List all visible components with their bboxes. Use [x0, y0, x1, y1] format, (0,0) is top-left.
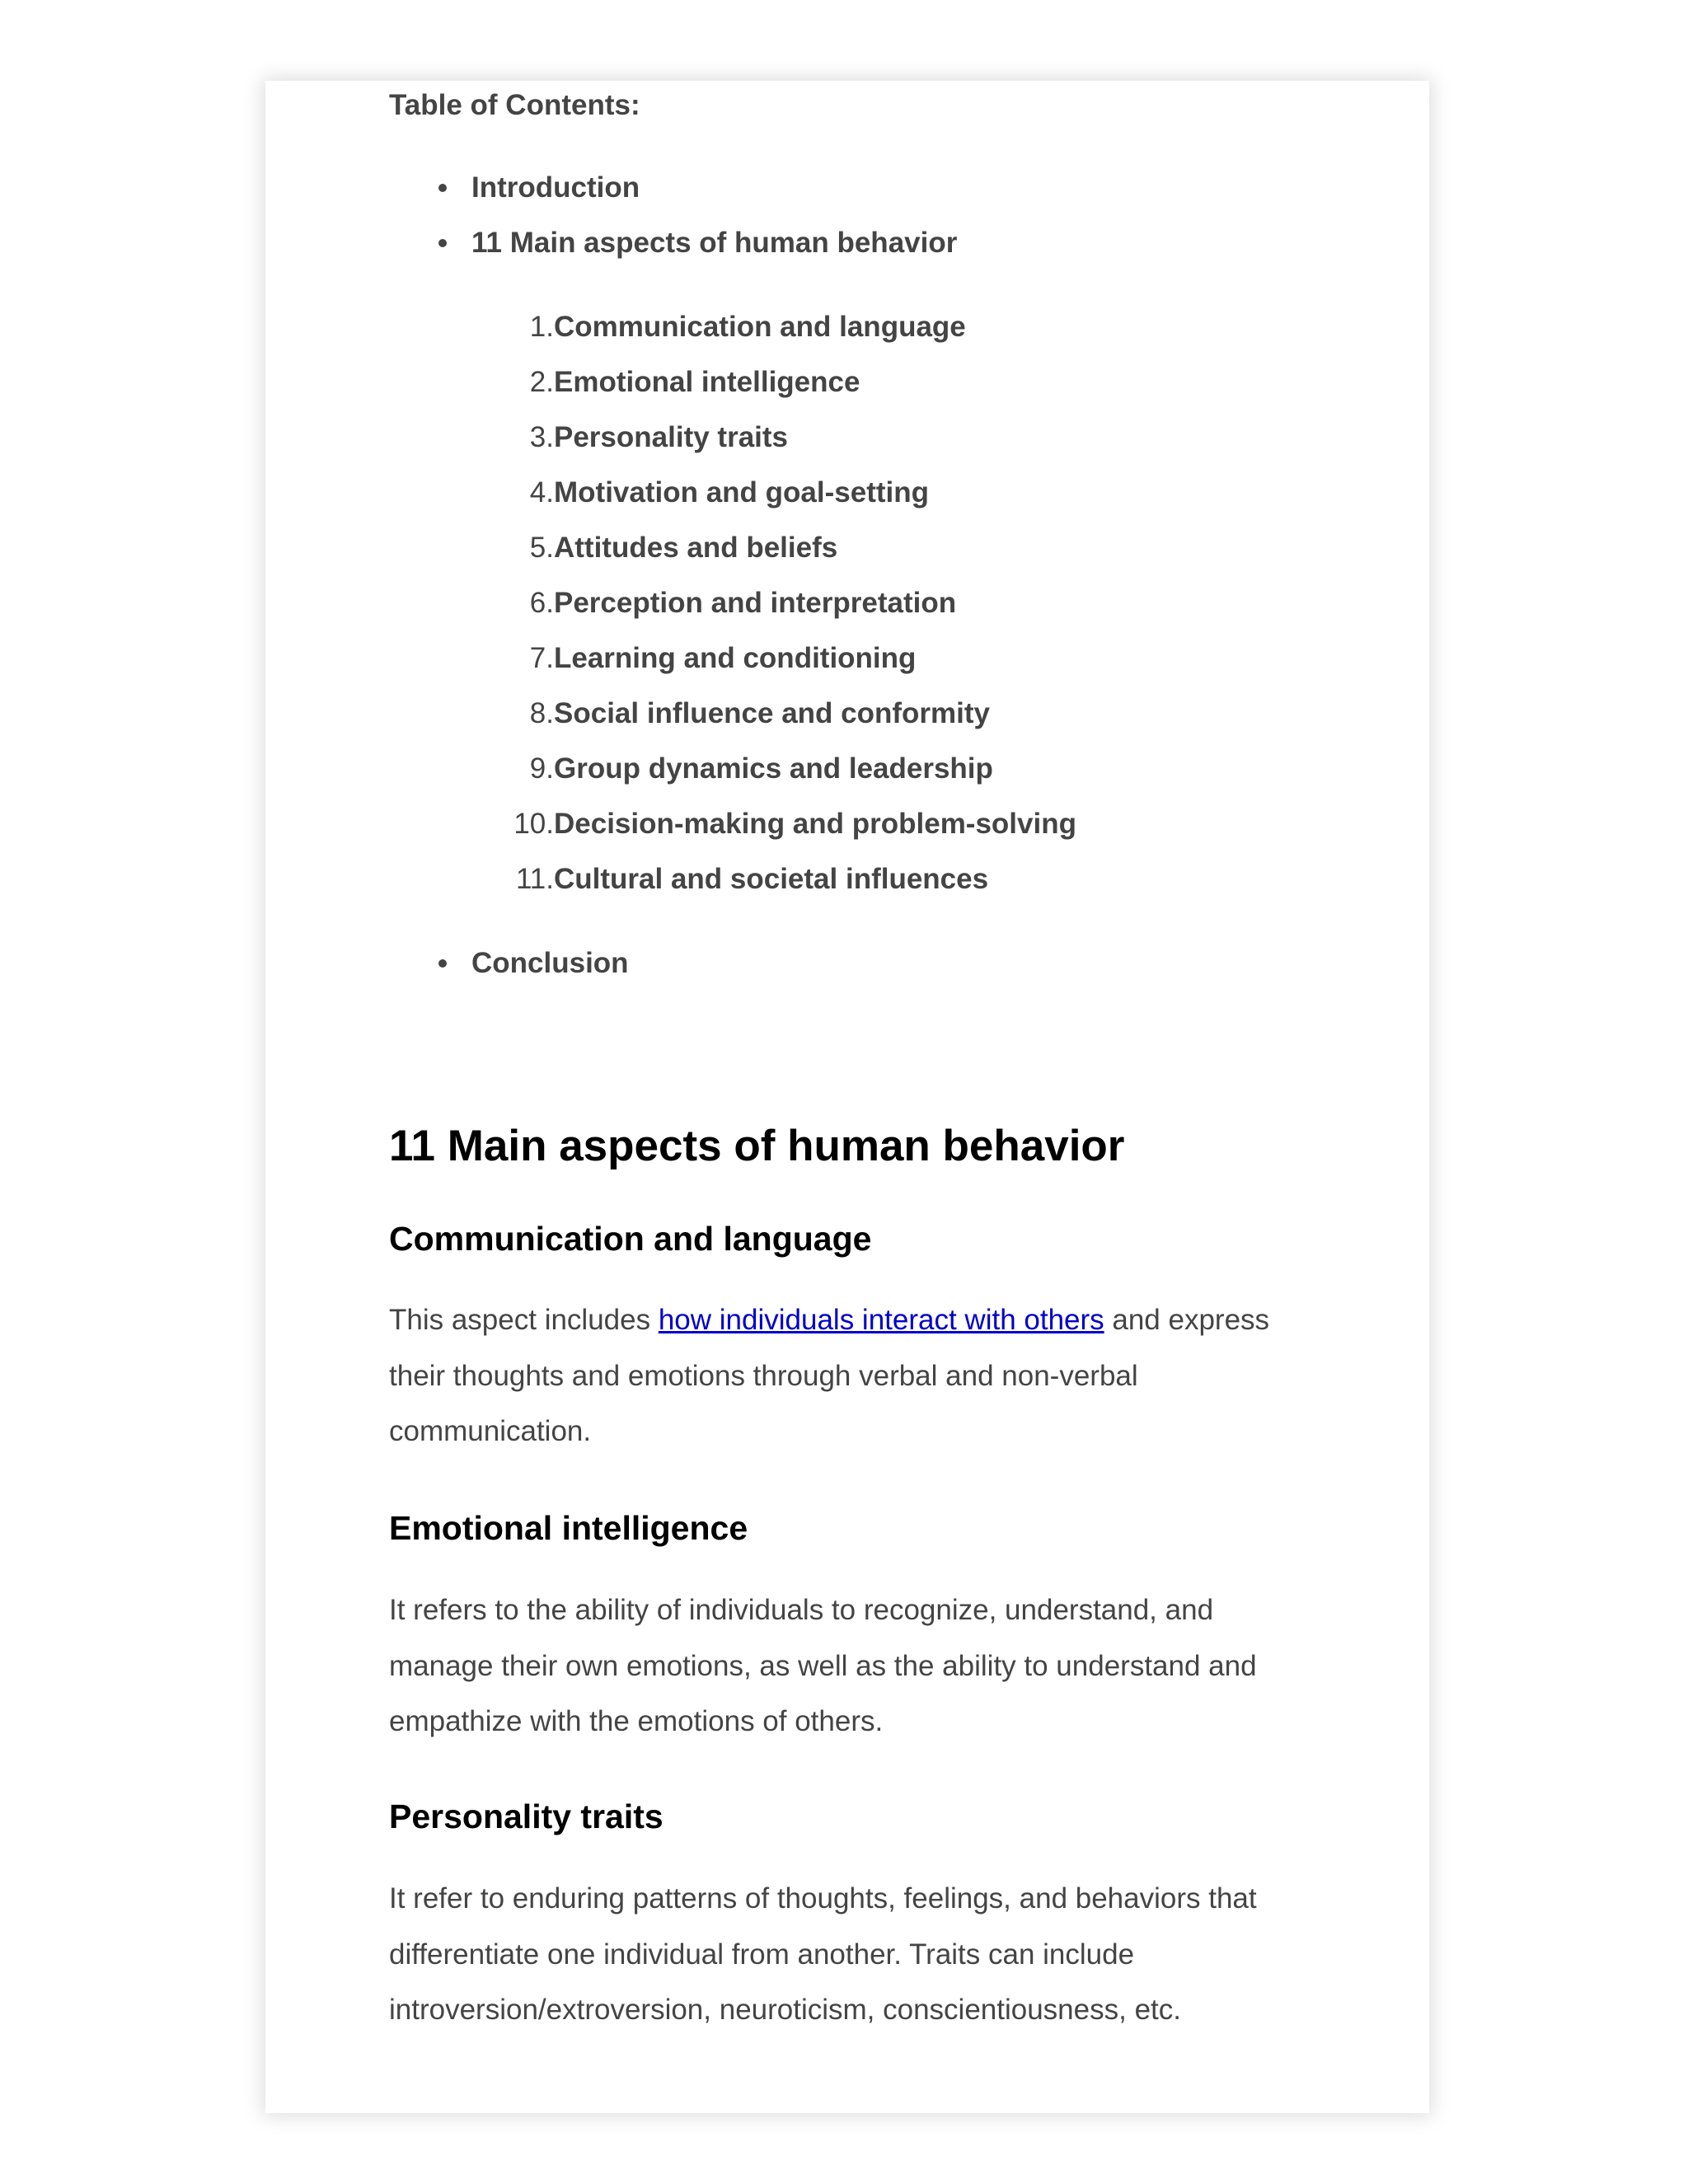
toc-subitem-label: Social influence and conformity: [554, 697, 990, 729]
toc-subitem-label: Group dynamics and leadership: [554, 752, 993, 785]
bullet-icon: [438, 959, 447, 968]
toc-subitem-number: 11.: [515, 863, 554, 895]
toc-subitem-label: Cultural and societal influences: [554, 863, 989, 895]
text-after-link: and express their thoughts and emotions through verbal and non-verbal communication.: [389, 1304, 1270, 1447]
toc-subitem-label: Attitudes and beliefs: [554, 532, 838, 564]
section-title-personality-traits: Personality traits: [389, 1797, 663, 1835]
interaction-link[interactable]: how individuals interact with others: [658, 1304, 1104, 1336]
toc-subitem-number: 1.: [529, 311, 554, 343]
toc-subitem-number: 4.: [529, 476, 554, 509]
toc-title: Table of Contents:: [389, 89, 640, 121]
section-text-emotional-intelligence: It refers to the ability of individuals to recognize, understand, and manage their own emotions, as well as the ability to understand and empathize with the emotions of others.: [389, 1594, 1257, 1737]
toc-subitem-label: Decision-making and problem-solving: [554, 808, 1076, 840]
document-page: [265, 81, 1429, 2113]
bullet-icon: [438, 184, 447, 192]
toc-subitem-number: 9.: [529, 752, 554, 785]
toc-subitem-label: Emotional intelligence: [554, 366, 860, 398]
toc-subitem-number: 8.: [529, 697, 554, 729]
toc-subitem-number: 7.: [529, 642, 554, 674]
toc-subitem-label: Motivation and goal-setting: [554, 476, 929, 509]
toc-subitem-number: 10.: [513, 808, 554, 840]
section-title-emotional-intelligence: Emotional intelligence: [389, 1509, 748, 1547]
section-text-personality-traits: It refer to enduring patterns of thoughts, feelings, and behaviors that differentiate one individual from another. Traits can include introversion/extroversion, neuroticism, conscientiousness, etc.: [389, 1882, 1257, 2026]
toc-subitem-label: Learning and conditioning: [554, 642, 917, 674]
toc-subitem-label: Communication and language: [554, 311, 966, 343]
article-heading: 11 Main aspects of human behavior: [389, 1122, 1125, 1170]
toc-subitem-number: 2.: [529, 366, 554, 398]
section-title-communication: Communication and language: [389, 1220, 872, 1258]
section-text-communication: [389, 1292, 1296, 1460]
toc-item-label: Introduction: [471, 171, 640, 204]
toc-subitem-number: 5.: [529, 532, 554, 564]
toc-subitem-number: 6.: [529, 587, 554, 619]
bullet-icon: [438, 239, 447, 247]
toc-subitem-number: 3.: [529, 421, 554, 453]
text-before-link: This aspect includes: [389, 1304, 659, 1336]
toc-subitem-label: Personality traits: [554, 421, 788, 453]
toc-item-label: Conclusion: [471, 947, 629, 979]
toc-item-label: 11 Main aspects of human behavior: [471, 227, 958, 259]
toc-subitem-label: Perception and interpretation: [554, 587, 957, 619]
